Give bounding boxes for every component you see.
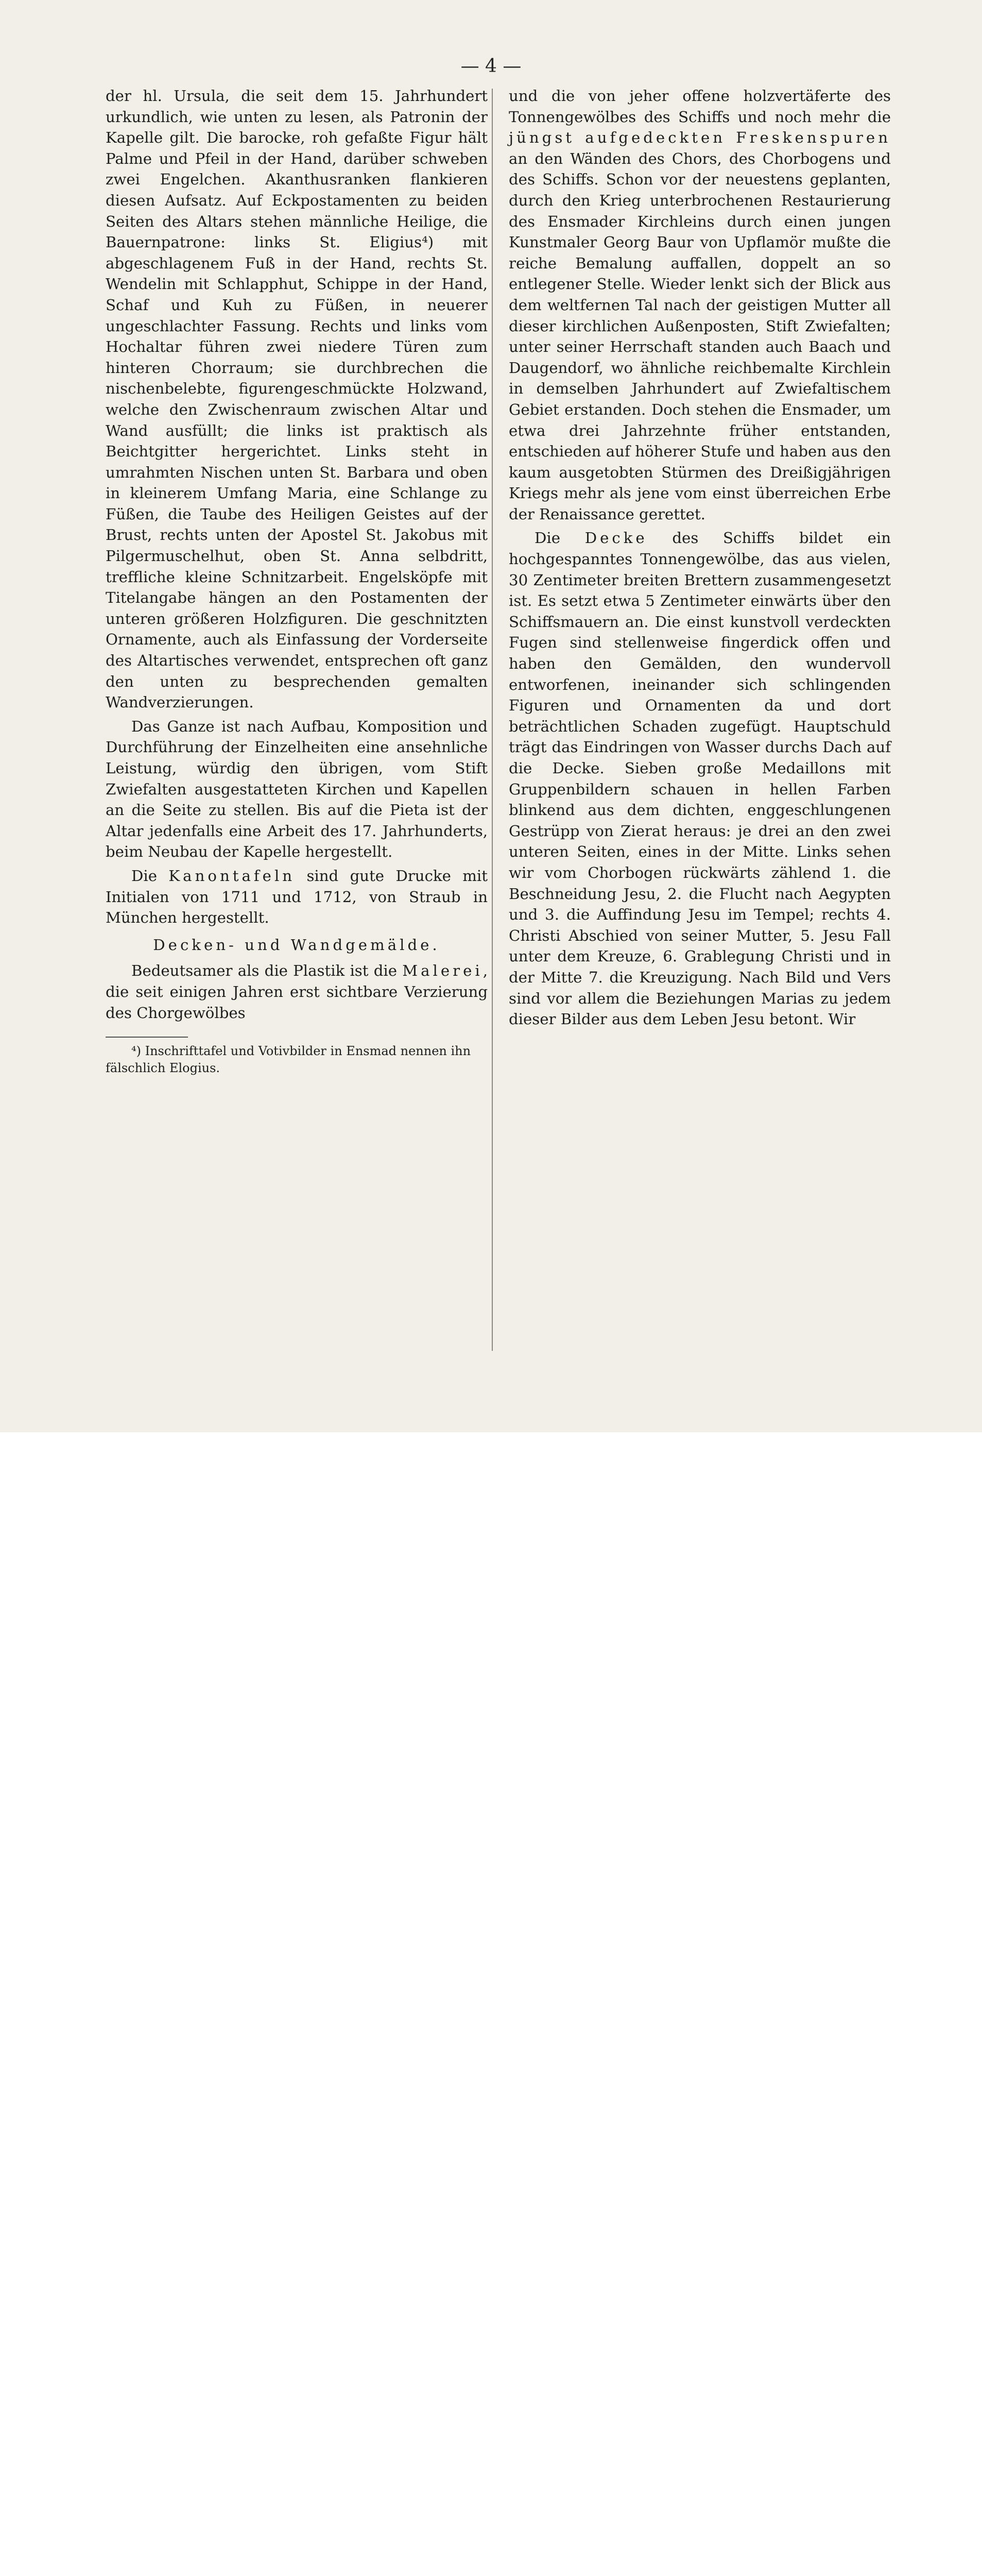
- emphasized-term: Malerei: [402, 962, 483, 980]
- paragraph: der hl. Ursula, die seit dem 15. Jahrhundert urkundlich, wie unten zu lesen, als Patronin der Kapelle gilt. Die barocke, roh gefaßte Figur hält Palme und Pfeil in der Hand, darüber schweben zwei Engelchen. Akanthusranken flankieren diesen Aufsatz. Auf Eckpostamenten zu beiden Seiten des Altars stehen männliche Heilige, die Bauernpatrone: links St. Eligius⁴) mit abgeschlagenem Fuß in der Hand, rechts St. Wendelin mit Schlapphut, Schippe in der Hand, Schaf und Kuh zu Füßen, in neuerer ungeschlachter Fassung. Rechts und links vom Hochaltar führen zwei niedere Türen zum hinteren Chorraum; sie durchbrechen die nischenbelebte, figurengeschmückte Holzwand, welche den Zwischenraum zwischen Altar und Wand ausfüllt; die links ist praktisch als Beichtgitter hergerichtet. Links steht in umrahmten Nischen unten St. Barbara und oben in kleinerem Umfang Maria, eine Schlange zu Füßen, die Taube des Heiligen Geistes auf der Brust, rechts unten der Apostel St. Jakobus mit Pilgermuschelhut, oben St. Anna selbdritt, treffliche kleine Schnitzarbeit. Engelsköpfe mit Titelangabe hängen an den Postamenten der unteren größeren Holzfiguren. Die geschnitzten Ornamente, auch als Einfassung der Vorderseite des Altartisches verwendet, entsprechen oft ganz den unten zu besprechenden gemalten Wandverzierungen.: [106, 87, 488, 711]
- text-run: und die von jeher offene holzvertäferte des Tonnengewölbes des Schiffs und noch mehr die: [509, 87, 891, 126]
- page-number: — 4 —: [460, 56, 522, 77]
- text-run: Bedeutsamer als die Plastik ist die: [131, 962, 403, 980]
- emphasized-term: Decke: [584, 529, 648, 547]
- text-run: Die: [535, 529, 585, 547]
- text-run: Die: [131, 867, 169, 885]
- paragraph: [106, 866, 488, 928]
- right-column: [509, 86, 891, 1030]
- emphasized-term: jüngst aufgedeckten Freskenspuren: [509, 129, 891, 147]
- paragraph: Das Ganze ist nach Aufbau, Komposition und Durchführung der Einzelheiten eine ansehnliche Leistung, würdig den übrigen, vom Stift Zwiefalten ausgestatteten Kirchen und Kapellen an die Seite zu stellen. Bis auf die Pieta ist der Altar jedenfalls eine Arbeit des 17. Jahrhunderts, beim Neubau der Kapelle hergestellt.: [106, 717, 488, 861]
- column-divider: [492, 89, 493, 1351]
- paragraph: [509, 528, 891, 1029]
- text-run: an den Wänden des Chors, des Chorbogens und des Schiffs. Schon vor der neuestens geplanten, durch den Krieg unterbrochenen Restaurierung des Ensmader Kirchleins durch einen jungen Kunstmaler Georg Baur von Upflamör mußte die reiche Bemalung auffallen, doppelt an so entlegener Stelle. Wieder lenkt sich der Blick aus dem weltfernen Tal nach der geistigen Mutter all dieser kirchlichen Außenposten, Stift Zwiefalten; unter seiner Herrschaft standen auch Baach und Daugendorf, wo ähnliche reichbemalte Kirchlein in demselben Jahrhundert auf Zwiefaltischem Gebiet erstanden. Doch stehen die Ensmader, um etwa drei Jahrzehnte früher entstanden, entschieden auf höherer Stufe und haben aus den kaum ausgetobten Stürmen des Dreißigjährigen Kriegs mehr als jene vom einst überreichen Erbe der Renaissance gerettet.: [509, 149, 891, 523]
- footnote: ⁴) Inschrifttafel und Votivbilder in Ensmad nennen ihn fälschlich Elogius.: [106, 1044, 471, 1076]
- text-run: , die seit einigen Jahren erst sichtbare Verzierung des Chorgewölbes: [106, 962, 488, 1022]
- emphasized-term: Kanontafeln: [168, 867, 296, 885]
- section-heading: Decken- und Wandgemälde.: [153, 936, 440, 954]
- viewer-footer: [0, 1432, 982, 1511]
- footnote-rule: [106, 1037, 188, 1038]
- text-run: des Schiffs bildet ein hochgespanntes Tonnengewölbe, das aus vielen, 30 Zentimeter breiten Brettern zusammengesetzt ist. Es setzt etwa 5 Zentimeter einwärts über den Schiffsmauern an. Die einst kunstvoll verdeckten Fugen sind stellenweise fingerdick offen und haben den Gemälden, den wundervoll entworfenen, ineinander sich schlingenden Figuren und Ornamenten da und dort beträchtlichen Schaden zugefügt. Hauptschuld trägt das Eindringen von Wasser durchs Dach auf die Decke. Sieben große Medaillons mit Gruppenbildern schauen in hellen Farben blinkend aus dem dichten, enggeschlungenen Gestrüpp von Zierat heraus: je drei an den zwei unteren Seiten, eines in der Mitte. Links sehen wir vom Chorbogen rückwärts zählend 1. die Beschneidung Jesu, 2. die Flucht nach Aegypten und 3. die Auffindung Jesu im Tempel; rechts 4. Christi Abschied von seiner Mutter, 5. Jesu Fall unter dem Kreuze, 6. Grablegung Christi und in der Mitte 7. die Kreuzigung. Nach Bild und Vers sind vor allem die Beziehungen Marias zu jedem dieser Bilder aus dem Leben Jesu betont. Wir: [509, 529, 891, 1028]
- text-run: sind gute Drucke mit Initialen von 1711 und 1712, von Straub in München hergestellt.: [106, 867, 488, 927]
- left-column: [106, 86, 488, 1077]
- paragraph: [509, 86, 891, 524]
- paragraph: [106, 960, 488, 1023]
